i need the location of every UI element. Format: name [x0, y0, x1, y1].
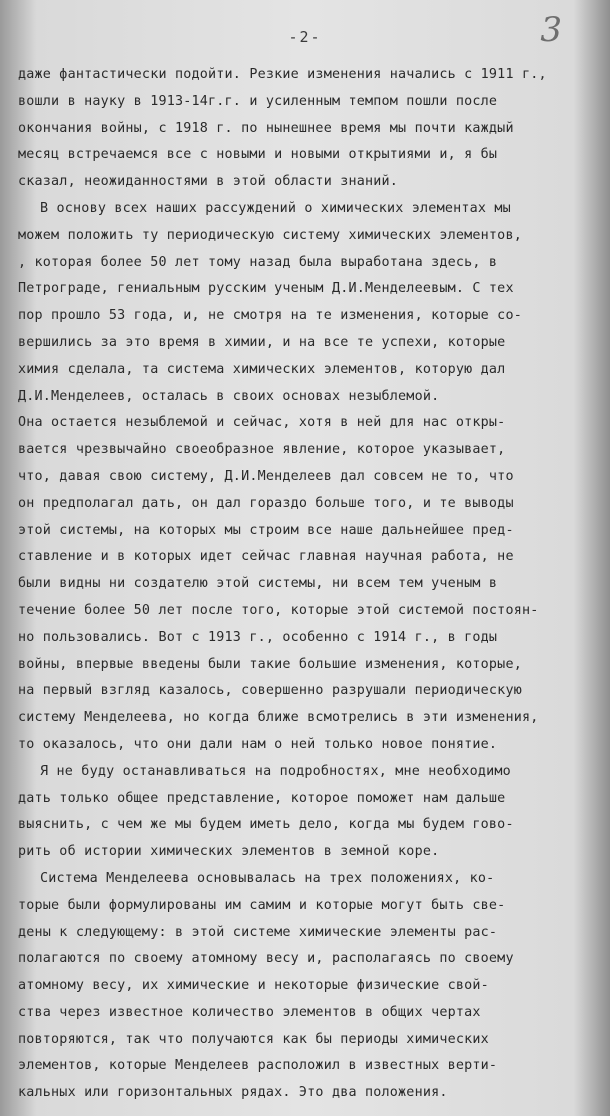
text-line: войны, впервые введены были такие большие изменения, которые,: [18, 656, 522, 672]
text-line: Петрограде, гениальным русским ученым Д.И.Менделеевым. С тех: [18, 281, 514, 297]
body-text: [14, 62, 598, 1107]
text-line: полагаются по своему атомному весу и, располагаясь по своему: [18, 951, 514, 967]
text-line: химия сделала, та система химических элементов, которую дал: [18, 361, 506, 377]
text-line: дать только общее представление, которое поможет нам дальше: [18, 790, 506, 806]
text-line: Система Менделеева основывалась на трех положениях, ко-: [40, 870, 495, 886]
text-line: что, давая свою систему, Д.И.Менделеев дал совсем не то, что: [18, 468, 514, 484]
text-line: атомному весу, их химические и некоторые физические свой-: [18, 978, 489, 994]
text-line: были видны ни создателю этой системы, ни всем тем ученым в: [18, 576, 498, 592]
text-line: Она остается незыблемой и сейчас, хотя в ней для нас откры-: [18, 415, 506, 431]
text-line: выяснить, с чем же мы будем иметь дело, когда мы будем гово-: [18, 817, 514, 833]
text-line: элементов, которые Менделеев расположил в известных верти-: [18, 1058, 498, 1074]
text-line: на первый взгляд казалось, совершенно разрушали периодическую: [18, 683, 522, 699]
text-line: то оказалось, что они дали нам о ней только новое понятие.: [18, 736, 498, 752]
text-line: вошли в науку в 1913-14г.г. и усиленным темпом пошли после: [18, 93, 498, 109]
text-line: рить об истории химических элементов в земной коре.: [18, 844, 440, 860]
text-line: вершились за это время в химии, и на все те успехи, которые: [18, 334, 506, 350]
text-line: но пользовались. Вот с 1913 г., особенно с 1914 г., в годы: [18, 629, 498, 645]
page-number: -2-: [288, 28, 322, 46]
text-line: окончания войны, с 1918 г. по нынешнее время мы почти каждый: [18, 120, 514, 136]
text-line: , которая более 50 лет тому назад была выработана здесь, в: [18, 254, 498, 270]
text-line: он предполагал дать, он дал гораздо больше того, и те выводы: [18, 495, 514, 511]
handwritten-sheet-number: 3: [540, 10, 562, 50]
text-line: течение более 50 лет после того, которые этой системой постоян-: [18, 602, 539, 618]
text-line: систему Менделеева, но когда ближе всмотрелись в эти изменения,: [18, 710, 539, 726]
text-line: кальных или горизонтальных рядах. Это два положения.: [18, 1085, 448, 1101]
text-line: Я не буду останавливаться на подробностях, мне необходимо: [40, 763, 511, 779]
text-line: этой системы, на которых мы строим все наше дальнейшее пред-: [18, 522, 514, 538]
text-line: ставление и в которых идет сейчас главная научная работа, не: [18, 549, 514, 565]
text-line: повторяются, так что получаются как бы периоды химических: [18, 1031, 489, 1047]
text-line: ства через известное количество элементов в общих чертах: [18, 1004, 481, 1020]
text-line: пор прошло 53 года, и, не смотря на те изменения, которые со-: [18, 308, 522, 324]
text-line: торые были формулированы им самим и которые могут быть све-: [18, 897, 506, 913]
text-line: месяц встречаемся все с новыми и новыми открытиями и, я бы: [18, 147, 498, 163]
text-line: Д.И.Менделеев, осталась в своих основах незыблемой.: [18, 388, 440, 404]
text-line: В основу всех наших рассуждений о химических элементах мы: [40, 200, 511, 216]
text-line: сказал, неожиданностями в этой области знаний.: [18, 174, 399, 190]
text-line: дены к следующему: в этой системе химические элементы рас-: [18, 924, 498, 940]
text-line: вается чрезвычайно своеобразное явление, которое указывает,: [18, 442, 506, 458]
text-line: даже фантастически подойти. Резкие изменения начались с 1911 г.,: [18, 67, 547, 82]
text-line: можем положить ту периодическую систему химических элементов,: [18, 227, 522, 243]
